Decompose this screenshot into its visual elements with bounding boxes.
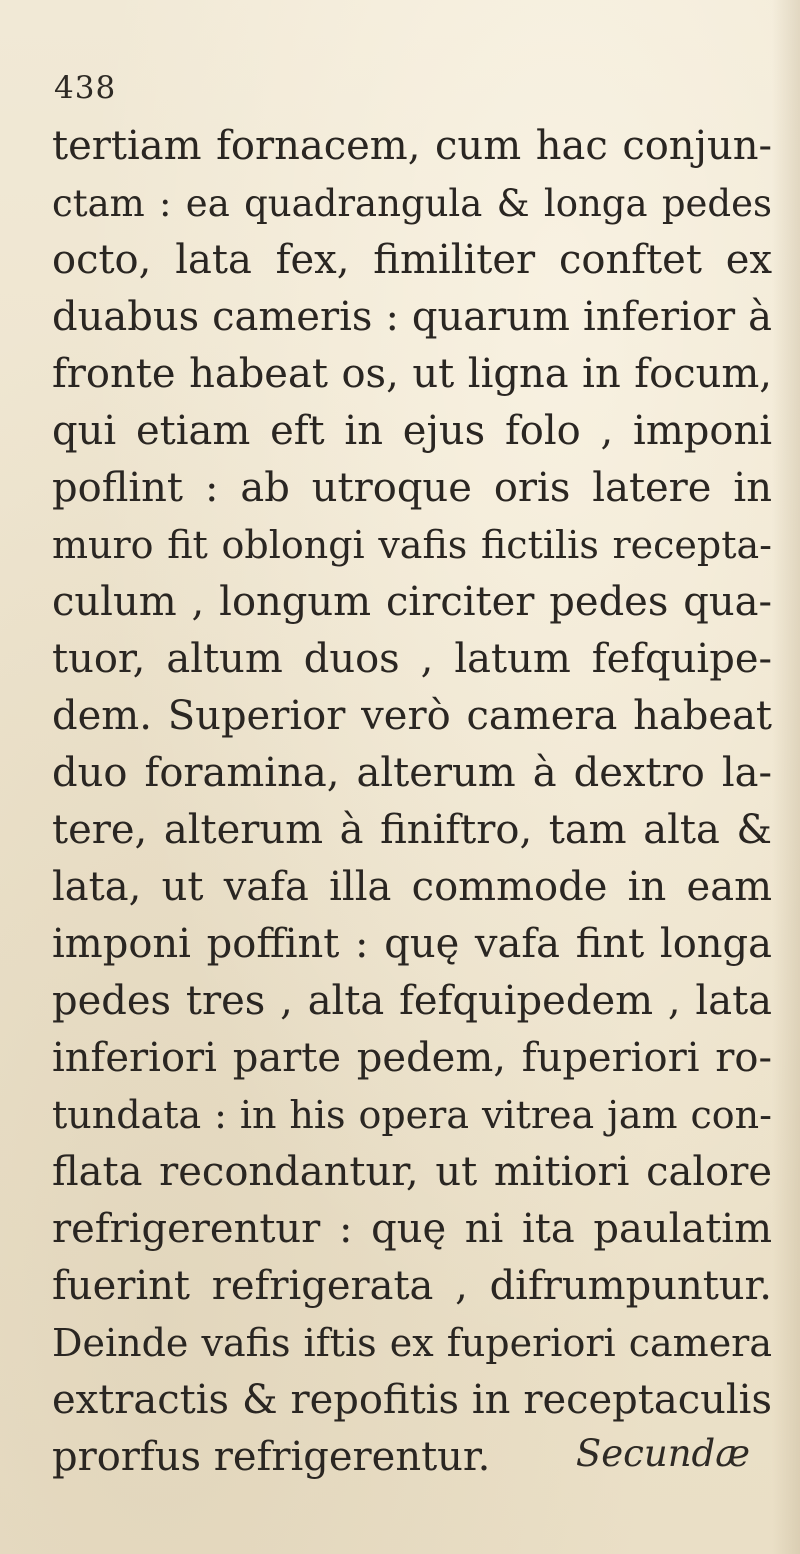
text-line: ctam : ea quadrangula & longa pedes (52, 182, 772, 225)
text-line: dem. Superior verò camera habeat (52, 693, 772, 739)
text-line: duabus cameris : quarum inferior à (52, 294, 772, 340)
text-line: tertiam fornacem, cum hac conjun- (52, 123, 772, 169)
text-line: tere, alterum à finiftro, tam alta & (52, 807, 772, 853)
text-line: fuerint refrigerata , difrumpuntur. (52, 1263, 772, 1309)
text-line: fronte habeat os, ut ligna in focum, (52, 351, 772, 397)
text-line: muro fit oblongi vafis fictilis recepta- (52, 523, 772, 567)
text-line: imponi poffint : quę vafa fint longa (52, 921, 772, 967)
text-line: Deinde vafis iftis ex fuperiori camera (52, 1321, 772, 1365)
text-line: duo foramina, alterum à dextro la- (52, 750, 772, 796)
text-line: pedes tres , alta fefquipedem , lata (52, 978, 772, 1024)
text-line: octo, lata fex, fimiliter conftet ex (52, 237, 772, 283)
text-line: poflint : ab utroque oris latere in (52, 465, 772, 511)
text-line: prorfus refrigerentur. (52, 1434, 491, 1480)
text-line: tuor, altum duos , latum fefquipe- (52, 636, 772, 682)
text-line: refrigerentur : quę ni ita paulatim (52, 1206, 772, 1252)
text-line: culum , longum circiter pedes qua- (52, 579, 772, 625)
body-text (52, 118, 772, 1486)
text-line: inferiori parte pedem, fuperiori ro- (52, 1035, 772, 1081)
text-line: tundata : in his opera vitrea jam con- (52, 1093, 772, 1137)
text-line: extractis & repofitis in receptaculis (52, 1377, 772, 1423)
text-line: lata, ut vafa illa commode in eam (52, 864, 772, 910)
catchword: Secundæ (575, 1432, 750, 1475)
page-number: 438 (54, 70, 117, 106)
text-line: flata recondantur, ut mitiori calore (52, 1149, 772, 1195)
text-line: qui etiam eft in ejus folo , imponi (52, 408, 772, 454)
